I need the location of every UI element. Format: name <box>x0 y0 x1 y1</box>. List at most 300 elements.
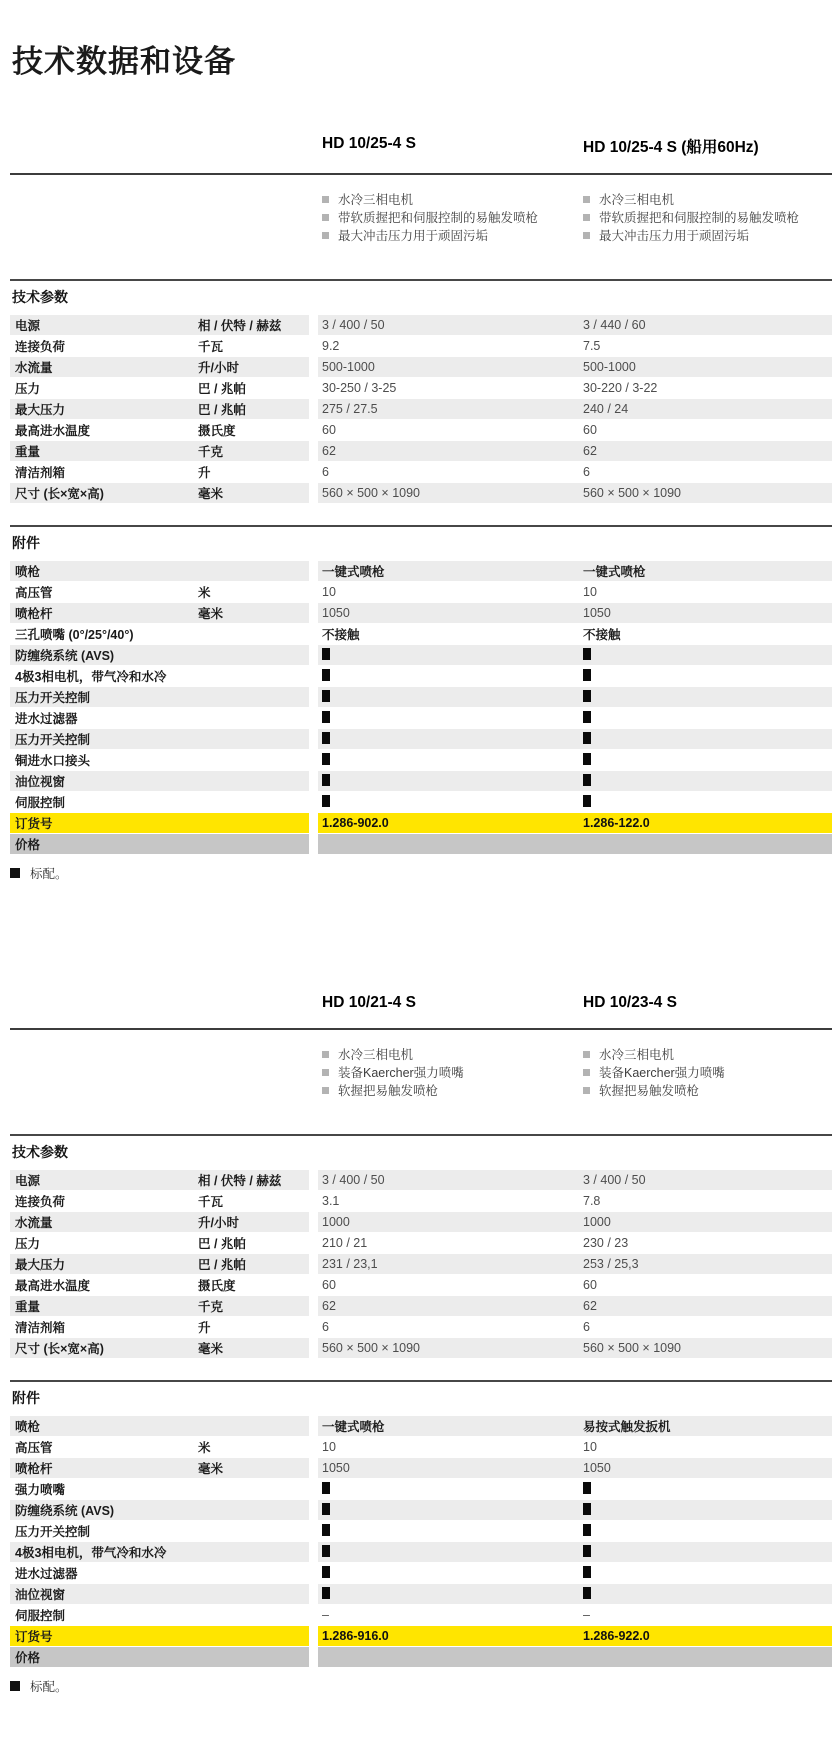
row-unit: 米 <box>198 586 211 600</box>
feature-list <box>322 1048 583 1098</box>
row-label-cell <box>10 1437 309 1457</box>
feature-text: 带软质握把和伺服控制的易触发喷枪 <box>599 211 800 225</box>
row-label-cell <box>10 1458 309 1478</box>
row-label: 压力开关控制 <box>15 1525 91 1539</box>
value-cell <box>318 669 583 684</box>
row-values <box>318 729 832 749</box>
row-unit: 巴 / 兆帕 <box>198 382 246 396</box>
row-label: 喷枪杆 <box>15 607 53 621</box>
value-cell <box>583 795 832 810</box>
row-label: 清洁剂箱 <box>15 1321 66 1335</box>
row-values <box>318 813 832 833</box>
row-label-cell <box>10 645 309 665</box>
row-values <box>318 336 832 356</box>
value-cell: 7.8 <box>583 1194 601 1208</box>
row-label-cell <box>10 666 309 686</box>
feature-item <box>583 1084 832 1098</box>
value-cell <box>583 1587 832 1602</box>
value-cell: 30-250 / 3-25 <box>322 381 397 395</box>
row-label: 压力 <box>15 382 41 396</box>
value-cell: 3.1 <box>322 1194 340 1208</box>
bullet-square-icon <box>322 214 329 221</box>
row-label: 油位视窗 <box>15 1588 66 1602</box>
included-square-icon <box>322 1503 330 1515</box>
table-section-header: 技术参数 <box>12 1144 68 1160</box>
row-label: 三孔喷嘴 (0°/25°/40°) <box>15 628 134 642</box>
value-cell: – <box>322 1608 329 1622</box>
table-row <box>10 1317 832 1337</box>
row-unit: 摄氏度 <box>198 1279 236 1293</box>
table-row <box>10 834 832 854</box>
spacer <box>10 135 318 157</box>
included-square-icon <box>583 774 591 786</box>
feature-item <box>583 229 832 243</box>
row-values <box>318 1437 832 1457</box>
product-name-columns <box>318 994 832 1012</box>
included-square-icon <box>583 690 591 702</box>
value-cell: 一键式喷枪 <box>322 565 385 579</box>
feature-columns <box>318 1048 832 1102</box>
row-label: 高压管 <box>15 1441 53 1455</box>
value-cell: 60 <box>322 423 336 437</box>
feature-text: 软握把易触发喷枪 <box>599 1084 700 1098</box>
product-name-column <box>583 135 832 157</box>
row-unit: 升/小时 <box>198 1216 239 1230</box>
row-unit: 千瓦 <box>198 340 224 354</box>
bullet-square-icon <box>583 214 590 221</box>
row-values <box>318 603 832 623</box>
table-row <box>10 1233 832 1253</box>
table-row <box>10 1338 832 1358</box>
row-label: 油位视窗 <box>15 775 66 789</box>
table-section-header: 技术参数 <box>12 289 68 305</box>
value-cell: 6 <box>583 465 590 479</box>
row-label: 铜进水口接头 <box>15 754 91 768</box>
row-unit: 毫米 <box>198 607 224 621</box>
row-label: 重量 <box>15 445 41 459</box>
value-cell: 6 <box>322 1320 329 1334</box>
row-label: 连接负荷 <box>15 340 66 354</box>
feature-text: 水冷三相电机 <box>338 1048 414 1062</box>
value-cell: 1.286-922.0 <box>583 1629 650 1643</box>
table-row <box>10 666 832 686</box>
value-cell: 10 <box>322 1440 336 1454</box>
row-label: 订货号 <box>15 1630 53 1644</box>
bullet-square-icon <box>322 196 329 203</box>
feature-item <box>583 211 832 225</box>
row-values <box>318 561 832 581</box>
included-square-icon <box>322 795 330 807</box>
accessory-table <box>10 1380 832 1667</box>
included-square-icon <box>322 648 330 660</box>
feature-column <box>318 1048 583 1102</box>
product-section <box>10 994 832 1695</box>
row-values <box>318 1626 832 1646</box>
feature-column <box>583 1048 832 1102</box>
value-cell <box>318 1503 583 1518</box>
included-square-icon <box>322 1482 330 1494</box>
row-values <box>318 792 832 812</box>
row-label: 电源 <box>15 319 41 333</box>
value-cell: 62 <box>322 1299 336 1313</box>
feature-column <box>318 193 583 247</box>
row-label-cell <box>10 1500 309 1520</box>
product-name: HD 10/21-4 S <box>322 994 416 1011</box>
included-square-icon <box>583 1545 591 1557</box>
value-cell <box>583 1503 832 1518</box>
row-values <box>318 1317 832 1337</box>
row-label-cell <box>10 708 309 728</box>
product-name-column <box>583 994 832 1012</box>
table-row <box>10 729 832 749</box>
included-square-icon <box>583 1524 591 1536</box>
value-cell: 560 × 500 × 1090 <box>322 1341 421 1355</box>
bullet-square-icon <box>583 1069 590 1076</box>
row-values <box>318 1563 832 1583</box>
feature-lists-row <box>10 1048 832 1102</box>
row-values <box>318 1416 832 1436</box>
row-label: 重量 <box>15 1300 41 1314</box>
product-section <box>10 135 832 882</box>
row-label-cell <box>10 750 309 770</box>
page-title: 技术数据和设备 <box>12 44 236 79</box>
feature-text: 装备Kaercher强力喷嘴 <box>338 1066 464 1080</box>
value-cell <box>318 1482 583 1497</box>
table-row <box>10 624 832 644</box>
row-label-cell <box>10 603 309 623</box>
value-cell: 500-1000 <box>583 360 636 374</box>
included-square-icon <box>583 1482 591 1494</box>
row-label: 伺服控制 <box>15 796 66 810</box>
feature-item <box>322 1084 583 1098</box>
table-row <box>10 336 832 356</box>
value-cell: 62 <box>322 444 336 458</box>
row-label-cell <box>10 1416 309 1436</box>
value-cell <box>583 711 832 726</box>
row-label: 进水过滤器 <box>15 712 78 726</box>
row-label-cell <box>10 834 309 854</box>
value-cell: 6 <box>322 465 329 479</box>
table-section-header: 附件 <box>12 535 40 551</box>
table-row <box>10 813 832 833</box>
row-label: 4极3相电机，带气冷和水冷 <box>15 1546 167 1560</box>
included-square-icon <box>583 1503 591 1515</box>
row-values <box>318 1521 832 1541</box>
row-label-cell <box>10 561 309 581</box>
row-label: 喷枪 <box>15 1420 41 1434</box>
value-cell: 一键式喷枪 <box>583 565 646 579</box>
row-label-cell <box>10 1605 309 1625</box>
row-label-cell <box>10 582 309 602</box>
row-label-cell <box>10 813 309 833</box>
table-row <box>10 1626 832 1646</box>
row-values <box>318 834 832 854</box>
row-unit: 米 <box>198 1441 211 1455</box>
value-cell: 1050 <box>322 1461 350 1475</box>
table-row <box>10 561 832 581</box>
feature-item <box>322 229 583 243</box>
table-row <box>10 1170 832 1190</box>
row-label-cell <box>10 771 309 791</box>
value-cell <box>583 648 832 663</box>
value-cell: 不接触 <box>322 628 360 642</box>
row-unit: 千瓦 <box>198 1195 224 1209</box>
value-cell <box>318 648 583 663</box>
included-square-icon <box>583 1587 591 1599</box>
row-values <box>318 1212 832 1232</box>
value-cell: 253 / 25,3 <box>583 1257 639 1271</box>
included-square-icon <box>322 711 330 723</box>
table-row <box>10 1647 832 1667</box>
table-row <box>10 771 832 791</box>
included-square-icon <box>583 732 591 744</box>
row-label-cell <box>10 1317 309 1337</box>
value-cell: 3 / 400 / 50 <box>322 318 385 332</box>
table-row <box>10 1458 832 1478</box>
feature-text: 带软质握把和伺服控制的易触发喷枪 <box>338 211 539 225</box>
value-cell: 230 / 23 <box>583 1236 629 1250</box>
row-values <box>318 315 832 335</box>
value-cell: 3 / 440 / 60 <box>583 318 646 332</box>
row-values <box>318 624 832 644</box>
feature-item <box>583 1066 832 1080</box>
feature-item <box>583 193 832 207</box>
value-cell: 不接触 <box>583 628 621 642</box>
table-row <box>10 750 832 770</box>
tech-table <box>10 279 832 503</box>
product-header-row <box>10 135 832 157</box>
row-label-cell <box>10 1296 309 1316</box>
row-label: 尺寸 (长×宽×高) <box>15 487 104 501</box>
bullet-square-icon <box>583 1087 590 1094</box>
table-row <box>10 687 832 707</box>
row-label: 压力开关控制 <box>15 733 91 747</box>
row-values <box>318 1233 832 1253</box>
row-values <box>318 708 832 728</box>
accessory-table <box>10 525 832 854</box>
row-values <box>318 378 832 398</box>
value-cell <box>318 1545 583 1560</box>
product-name: HD 10/25-4 S (船用60Hz) <box>583 139 759 156</box>
feature-text: 最大冲击压力用于顽固污垢 <box>599 229 750 243</box>
feature-column <box>583 193 832 247</box>
feature-text: 水冷三相电机 <box>599 193 675 207</box>
bullet-square-icon <box>322 1051 329 1058</box>
row-label-cell <box>10 1479 309 1499</box>
value-cell <box>318 711 583 726</box>
table-row <box>10 645 832 665</box>
row-label: 价格 <box>15 838 41 852</box>
row-label-cell <box>10 315 309 335</box>
value-cell: 1000 <box>322 1215 350 1229</box>
row-values <box>318 1254 832 1274</box>
row-label-cell <box>10 1212 309 1232</box>
value-cell <box>318 1566 583 1581</box>
value-cell: 9.2 <box>322 339 340 353</box>
row-label: 伺服控制 <box>15 1609 66 1623</box>
included-square-icon <box>583 711 591 723</box>
row-unit: 毫米 <box>198 487 224 501</box>
row-values <box>318 1479 832 1499</box>
row-label-cell <box>10 792 309 812</box>
value-cell: 7.5 <box>583 339 601 353</box>
value-cell: 275 / 27.5 <box>322 402 378 416</box>
spacer <box>10 994 318 1012</box>
row-values <box>318 420 832 440</box>
row-unit: 巴 / 兆帕 <box>198 1237 246 1251</box>
table-row <box>10 378 832 398</box>
table-row <box>10 441 832 461</box>
value-cell <box>583 1566 832 1581</box>
value-cell: 1.286-902.0 <box>322 816 389 830</box>
row-label-cell <box>10 1563 309 1583</box>
row-label-cell <box>10 441 309 461</box>
footnote <box>10 1677 832 1695</box>
table-row <box>10 582 832 602</box>
feature-text: 软握把易触发喷枪 <box>338 1084 439 1098</box>
table-row <box>10 357 832 377</box>
row-label-cell <box>10 420 309 440</box>
product-name: HD 10/25-4 S <box>322 135 416 152</box>
row-label: 最高进水温度 <box>15 424 91 438</box>
footnote-text: 标配。 <box>30 867 68 881</box>
row-label-cell <box>10 624 309 644</box>
row-values <box>318 462 832 482</box>
feature-text: 装备Kaercher强力喷嘴 <box>599 1066 725 1080</box>
tech-table <box>10 1134 832 1358</box>
product-name-column <box>318 135 583 157</box>
spacer <box>10 1048 318 1102</box>
value-cell: 240 / 24 <box>583 402 629 416</box>
bullet-square-icon <box>322 1087 329 1094</box>
row-label: 连接负荷 <box>15 1195 66 1209</box>
product-sections <box>10 135 832 1695</box>
table-row <box>10 1500 832 1520</box>
row-values <box>318 750 832 770</box>
included-square-icon <box>322 690 330 702</box>
row-label: 防缠绕系统 (AVS) <box>15 1504 115 1518</box>
row-values <box>318 1458 832 1478</box>
value-cell: 210 / 21 <box>322 1236 368 1250</box>
feature-item <box>322 1048 583 1062</box>
product-header-row <box>10 994 832 1012</box>
row-values <box>318 687 832 707</box>
value-cell: 10 <box>583 585 597 599</box>
row-unit: 升 <box>198 466 211 480</box>
row-unit: 相 / 伏特 / 赫兹 <box>198 319 282 333</box>
row-label-cell <box>10 483 309 503</box>
feature-columns <box>318 193 832 247</box>
value-cell <box>318 690 583 705</box>
row-label: 最高进水温度 <box>15 1279 91 1293</box>
row-label-cell <box>10 399 309 419</box>
feature-text: 水冷三相电机 <box>338 193 414 207</box>
row-label-cell <box>10 1170 309 1190</box>
row-label-cell <box>10 1275 309 1295</box>
table-row <box>10 1275 832 1295</box>
included-square-icon <box>322 669 330 681</box>
row-values <box>318 1296 832 1316</box>
table-row <box>10 1191 832 1211</box>
footnote-text: 标配。 <box>30 1680 68 1694</box>
value-cell: 3 / 400 / 50 <box>583 1173 646 1187</box>
value-cell: 10 <box>583 1440 597 1454</box>
bullet-square-icon <box>322 1069 329 1076</box>
table-row <box>10 1521 832 1541</box>
value-cell: 60 <box>583 423 597 437</box>
row-label: 水流量 <box>15 1216 53 1230</box>
row-label: 尺寸 (长×宽×高) <box>15 1342 104 1356</box>
table-row <box>10 1254 832 1274</box>
row-values <box>318 441 832 461</box>
row-label-cell <box>10 1521 309 1541</box>
value-cell <box>583 690 832 705</box>
value-cell <box>583 1545 832 1560</box>
table-row <box>10 1296 832 1316</box>
table-row <box>10 792 832 812</box>
value-cell <box>583 753 832 768</box>
table-row <box>10 483 832 503</box>
feature-lists-row <box>10 193 832 247</box>
included-square-icon <box>583 648 591 660</box>
spacer <box>10 193 318 247</box>
row-label-cell <box>10 1338 309 1358</box>
value-cell <box>583 669 832 684</box>
row-label: 水流量 <box>15 361 53 375</box>
value-cell: 500-1000 <box>322 360 375 374</box>
value-cell: 60 <box>583 1278 597 1292</box>
standard-equipment-square-icon <box>10 1681 20 1691</box>
row-label: 价格 <box>15 1651 41 1665</box>
row-label: 高压管 <box>15 586 53 600</box>
value-cell: – <box>583 1608 590 1622</box>
value-cell <box>318 795 583 810</box>
row-unit: 摄氏度 <box>198 424 236 438</box>
value-cell: 1050 <box>583 1461 611 1475</box>
value-cell: 60 <box>322 1278 336 1292</box>
row-unit: 毫米 <box>198 1462 224 1476</box>
value-cell: 易按式触发扳机 <box>583 1420 671 1434</box>
included-square-icon <box>322 1587 330 1599</box>
value-cell: 560 × 500 × 1090 <box>583 486 682 500</box>
table-row <box>10 315 832 335</box>
row-label: 订货号 <box>15 817 53 831</box>
feature-item <box>583 1048 832 1062</box>
value-cell <box>583 774 832 789</box>
row-values <box>318 1170 832 1190</box>
row-label: 喷枪杆 <box>15 1462 53 1476</box>
row-label: 防缠绕系统 (AVS) <box>15 649 115 663</box>
row-values <box>318 1275 832 1295</box>
feature-text: 水冷三相电机 <box>599 1048 675 1062</box>
row-values <box>318 399 832 419</box>
row-label: 4极3相电机，带气冷和水冷 <box>15 670 167 684</box>
value-cell <box>583 1482 832 1497</box>
table-row <box>10 1605 832 1625</box>
value-cell: 10 <box>322 585 336 599</box>
included-square-icon <box>583 753 591 765</box>
row-values <box>318 645 832 665</box>
header-divider <box>10 173 832 175</box>
row-label-cell <box>10 1233 309 1253</box>
bullet-square-icon <box>583 232 590 239</box>
table-row <box>10 1212 832 1232</box>
table-row <box>10 1584 832 1604</box>
value-cell: 62 <box>583 1299 597 1313</box>
row-label-cell <box>10 687 309 707</box>
value-cell: 231 / 23,1 <box>322 1257 378 1271</box>
row-unit: 升/小时 <box>198 361 239 375</box>
